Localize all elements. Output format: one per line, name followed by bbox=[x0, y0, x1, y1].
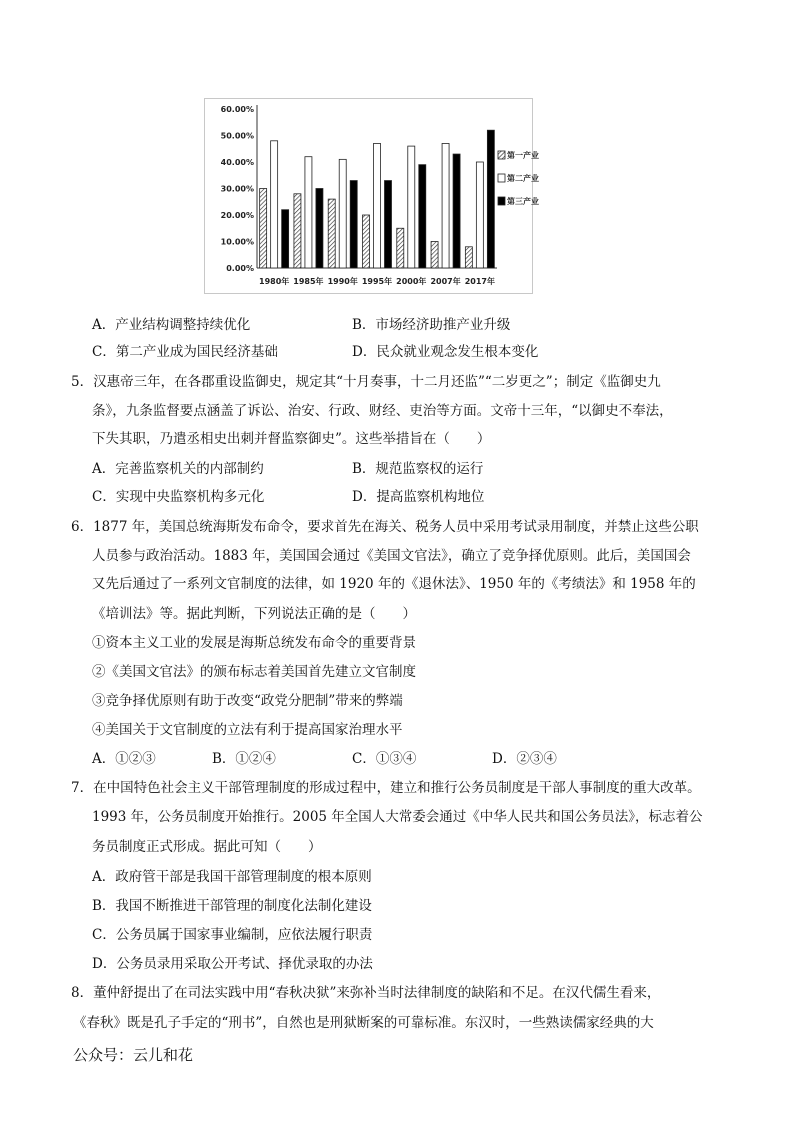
bar-secondary-2000年 bbox=[408, 146, 415, 268]
q6-option-b: B．①②④ bbox=[212, 751, 276, 767]
q6-item-4: ④美国关于文官制度的立法有利于提高国家治理水平 bbox=[92, 722, 403, 738]
bar-secondary-2007年 bbox=[442, 143, 449, 268]
q6-item-2: ②《美国文官法》的颁布标志着美国首先建立文官制度 bbox=[92, 664, 416, 680]
x-tick-label: 2017年 bbox=[464, 277, 495, 286]
bar-primary-2017年 bbox=[465, 247, 472, 268]
y-tick-label: 0.00% bbox=[226, 264, 254, 273]
bar-tertiary-1990年 bbox=[350, 181, 357, 268]
bar-tertiary-2007年 bbox=[453, 154, 460, 268]
bar-secondary-1990年 bbox=[339, 159, 346, 268]
legend-swatch-primary bbox=[498, 151, 505, 159]
bar-tertiary-1985年 bbox=[316, 189, 323, 269]
bar-primary-1985年 bbox=[294, 194, 301, 268]
q6-stem-line-4: 《培训法》等。据此判断，下列说法正确的是（ ） bbox=[92, 606, 416, 622]
x-tick-label: 1980年 bbox=[259, 277, 290, 286]
legend-swatch-tertiary bbox=[498, 197, 505, 205]
q6-stem-line-2: 人员参与政治活动。1883 年，美国国会通过《美国文官法》，确立了竞争择优原则。此后，美国国会 bbox=[92, 548, 691, 564]
bar-tertiary-2000年 bbox=[419, 165, 426, 268]
bar-primary-1995年 bbox=[363, 215, 370, 268]
q7-stem-line-1: 7．在中国特色社会主义干部管理制度的形成过程中，建立和推行公务员制度是干部人事制度的重大改革。 bbox=[71, 780, 701, 796]
q5-stem-line-1: 5．汉惠帝三年，在各郡重设监御史，规定其“十月奏事，十二月还监”“二岁更之”；制定《监御史九 bbox=[71, 374, 661, 390]
q6-item-3: ③竞争择优原则有助于改变“政党分肥制”带来的弊端 bbox=[92, 693, 403, 709]
q7-option-c: C．公务员属于国家事业编制，应依法履行职责 bbox=[92, 927, 373, 943]
bar-secondary-1995年 bbox=[374, 143, 381, 268]
q4-option-d: D．民众就业观念发生根本变化 bbox=[352, 344, 539, 360]
q6-stem-line-1: 6．1877 年，美国总统海斯发布命令，要求首先在海关、税务人员中采用考试录用制度，并禁止这些公职 bbox=[71, 519, 699, 535]
q8-stem-line-2: 《春秋》既是孔子手定的“刑书”，自然也是刑狱断案的可靠标准。东汉时，一些熟读儒家经典的大 bbox=[73, 1015, 654, 1031]
industry-structure-chart bbox=[204, 98, 539, 294]
bar-primary-1980年 bbox=[260, 189, 267, 269]
q5-option-b: B．规范监察权的运行 bbox=[352, 461, 484, 477]
q5-stem-line-3: 下失其职，乃遣丞相史出刺并督监察御史”。这些举措旨在（ ） bbox=[92, 431, 491, 447]
q6-option-d: D．②③④ bbox=[492, 751, 557, 767]
legend-label-tertiary: 第三产业 bbox=[507, 197, 539, 206]
bar-secondary-2017年 bbox=[476, 162, 483, 268]
y-tick-label: 40.00% bbox=[220, 158, 254, 167]
q7-option-a: A．政府管干部是我国干部管理制度的根本原则 bbox=[92, 869, 372, 885]
legend-swatch-secondary bbox=[498, 174, 505, 182]
q7-option-b: B．我国不断推进干部管理的制度化法制化建设 bbox=[92, 898, 372, 914]
q6-stem-line-3: 又先后通过了一系列文官制度的法律，如 1920 年的《退休法》、1950 年的《考绩法》和 1958 年的 bbox=[92, 576, 696, 592]
footer-watermark: 公众号：云儿和花 bbox=[73, 1046, 194, 1064]
q5-option-c: C．实现中央监察机构多元化 bbox=[92, 489, 265, 505]
q7-stem-line-3: 务员制度正式形成。据此可知（ ） bbox=[92, 839, 322, 855]
q7-option-d: D．公务员录用采取公开考试、择优录取的办法 bbox=[92, 956, 373, 972]
chart-svg bbox=[205, 99, 539, 293]
q4-option-c: C．第二产业成为国民经济基础 bbox=[92, 344, 278, 360]
x-tick-label: 1990年 bbox=[327, 277, 358, 286]
q7-stem-line-2: 1993 年，公务员制度开始推行。2005 年全国人大常委会通过《中华人民共和国公务员法》，标志着公 bbox=[92, 809, 703, 825]
bar-primary-2007年 bbox=[431, 242, 438, 269]
x-tick-label: 1985年 bbox=[293, 277, 324, 286]
bar-tertiary-1980年 bbox=[282, 210, 289, 268]
q4-option-a: A．产业结构调整持续优化 bbox=[92, 317, 251, 333]
q4-option-b: B．市场经济助推产业升级 bbox=[352, 317, 511, 333]
x-tick-label: 2000年 bbox=[396, 277, 427, 286]
legend-label-secondary: 第二产业 bbox=[507, 174, 539, 183]
y-tick-label: 60.00% bbox=[220, 105, 254, 114]
legend-label-primary: 第一产业 bbox=[507, 151, 539, 160]
bar-tertiary-1995年 bbox=[385, 181, 392, 268]
bar-primary-1990年 bbox=[328, 199, 335, 268]
q6-option-a: A．①②③ bbox=[92, 751, 156, 767]
bar-secondary-1985年 bbox=[305, 157, 312, 268]
q6-item-1: ①资本主义工业的发展是海斯总统发布命令的重要背景 bbox=[92, 635, 416, 651]
bar-primary-2000年 bbox=[397, 228, 404, 268]
y-tick-label: 50.00% bbox=[220, 131, 254, 141]
q8-stem-line-1: 8．董仲舒提出了在司法实践中用“春秋决狱”来弥补当时法律制度的缺陷和不足。在汉代儒生看来， bbox=[71, 985, 661, 1001]
q6-option-c: C．①③④ bbox=[352, 751, 417, 767]
x-tick-label: 1995年 bbox=[361, 277, 393, 286]
bar-secondary-1980年 bbox=[271, 141, 278, 268]
y-tick-label: 30.00% bbox=[220, 184, 254, 194]
q5-option-d: D．提高监察机构地位 bbox=[352, 489, 485, 505]
y-tick-label: 20.00% bbox=[220, 211, 254, 220]
x-tick-label: 2007年 bbox=[430, 277, 461, 286]
q5-stem-line-2: 条》，九条监督要点涵盖了诉讼、治安、行政、财经、吏治等方面。文帝十三年，“以御史不奉法， bbox=[92, 403, 673, 419]
bar-tertiary-2017年 bbox=[487, 130, 494, 268]
q5-option-a: A．完善监察机关的内部制约 bbox=[92, 461, 264, 477]
y-tick-label: 10.00% bbox=[220, 237, 254, 247]
